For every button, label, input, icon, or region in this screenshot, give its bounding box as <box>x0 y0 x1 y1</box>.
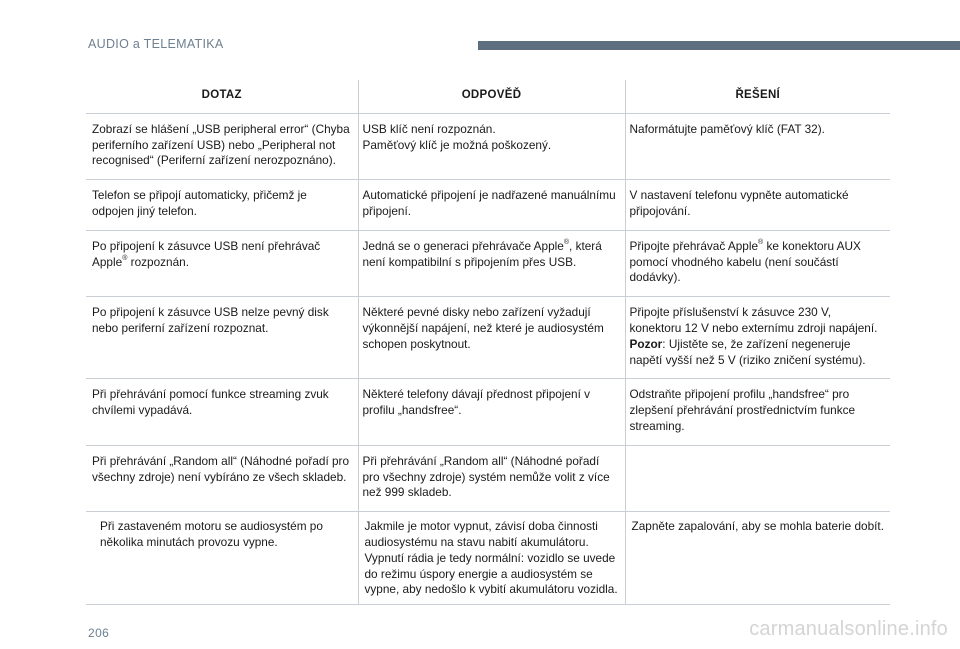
faq-table <box>86 80 890 605</box>
question-cell: Při zastaveném motoru se audiosystém po několika minutách provozu vypne. <box>86 512 358 605</box>
answer-text: , která není kompatibilní s připojením přes USB. <box>362 238 602 269</box>
table-row <box>86 113 890 179</box>
solution-text: : Ujistěte se, že zařízení negeneruje napětí vyšší než 5 V (riziko zničení systému). <box>629 336 866 367</box>
section-title: AUDIO a TELEMATIKA <box>88 37 224 51</box>
solution-cell: Zapněte zapalování, aby se mohla baterie dobít. <box>625 512 890 605</box>
answer-cell: Automatické připojení je nadřazené manuálnímu připojení. <box>358 180 625 231</box>
page-number: 206 <box>88 626 110 640</box>
column-header-solution: ŘEŠENÍ <box>625 80 890 113</box>
question-text: Po připojení k zásuvce USB není přehrávač Apple <box>92 238 321 269</box>
warning-label: Pozor <box>629 336 663 351</box>
table-header-row <box>86 80 890 113</box>
answer-text: Jedná se o generaci přehrávače Apple <box>362 238 564 253</box>
answer-cell: Některé pevné disky nebo zařízení vyžadují výkonnější napájení, než které je audiosystém schopen poskytnout. <box>358 297 625 379</box>
table-row <box>86 297 890 379</box>
answer-cell: Při přehrávání „Random all“ (Náhodné pořadí pro všechny zdroje) systém nemůže volit z více než 999 skladeb. <box>358 445 625 511</box>
answer-cell <box>358 230 625 296</box>
header-bar <box>478 41 960 50</box>
answer-cell: Některé telefony dávají přednost připojení v profilu „handsfree“. <box>358 379 625 445</box>
question-cell: Při přehrávání pomocí funkce streaming zvuk chvílemi vypadává. <box>86 379 358 445</box>
solution-cell <box>625 297 890 379</box>
table-row <box>86 512 890 605</box>
registered-mark: ® <box>122 254 128 262</box>
table-row <box>86 230 890 296</box>
question-cell <box>86 230 358 296</box>
watermark: carmanualsonline.info <box>749 618 948 640</box>
solution-text: Připojte příslušenství k zásuvce 230 V, konektoru 12 V nebo externímu zdroji napájení. <box>629 305 878 335</box>
solution-cell <box>625 230 890 296</box>
registered-mark: ® <box>758 238 764 246</box>
solution-cell: V nastavení telefonu vypněte automatické připojování. <box>625 180 890 231</box>
question-text: rozpoznán. <box>127 254 190 269</box>
question-cell: Po připojení k zásuvce USB nelze pevný disk nebo periferní zařízení rozpoznat. <box>86 297 358 379</box>
question-cell: Při přehrávání „Random all“ (Náhodné pořadí pro všechny zdroje) není vybíráno ze všech skladeb. <box>86 445 358 511</box>
column-header-question: DOTAZ <box>86 80 358 113</box>
solution-cell: Naformátujte paměťový klíč (FAT 32). <box>625 113 890 179</box>
solution-text: ke konektoru AUX pomocí vhodného kabelu (není součástí dodávky). <box>629 238 861 285</box>
table-row <box>86 180 890 231</box>
question-cell: Zobrazí se hlášení „USB peripheral error“ (Chyba periferního zařízení USB) nebo „Peripheral not recognised“ (Periferní zařízení nerozpoznáno). <box>86 113 358 179</box>
solution-cell <box>625 445 890 511</box>
column-header-answer: ODPOVĚĎ <box>358 80 625 113</box>
table-row <box>86 379 890 445</box>
solution-text: Připojte přehrávač Apple <box>629 238 759 253</box>
registered-mark: ® <box>563 238 570 246</box>
table-row <box>86 445 890 511</box>
answer-cell: USB klíč není rozpoznán. Paměťový klíč je možná poškozený. <box>358 113 625 179</box>
solution-cell: Odstraňte připojení profilu „handsfree“ pro zlepšení přehrávání prostřednictvím funkce streaming. <box>625 379 890 445</box>
question-cell: Telefon se připojí automaticky, přičemž je odpojen jiný telefon. <box>86 180 358 231</box>
answer-cell: Jakmile je motor vypnut, závisí doba činnosti audiosystému na stavu nabití akumulátoru. Vypnutí rádia je tedy normální: vozidlo se uvede do režimu úspory energie a audiosystém se vypne, aby nedošlo k vybití akumulátoru vozidla. <box>358 512 625 605</box>
